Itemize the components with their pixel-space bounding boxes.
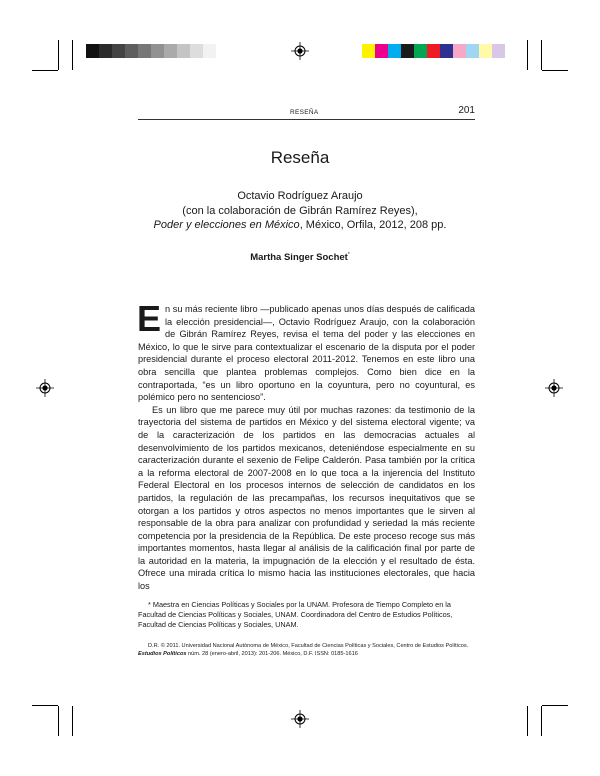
copyright-notice [138,642,475,658]
gray-swatch-9 [203,44,216,58]
cmyk-swatch-1 [375,44,388,58]
book-collaborator: (con la colaboración de Gibrán Ramírez Reyes), [182,204,418,217]
grayscale-color-bar [86,44,216,58]
reviewer-name-text: Martha Singer Sochet [250,252,348,264]
cmyk-swatch-9 [479,44,492,58]
cmyk-swatch-4 [414,44,427,58]
page-title: Reseña [270,148,330,167]
journal-name: Estudios Políticos [138,651,187,657]
cmyk-swatch-7 [453,44,466,58]
cmyk-swatch-0 [362,44,375,58]
header-rule [138,119,475,120]
copyright-prefix: D.R. © 2011. Universidad Nacional Autónoma de México, Facultad de Ciencias Políticas y Sociales, Centro de Estudios Políticos. [148,643,469,649]
page-number: 201 [458,105,475,116]
crop-mark-tl-v2 [72,40,73,70]
cmyk-swatch-2 [388,44,401,58]
review-body [137,298,475,593]
cmyk-color-bar [362,44,505,58]
gray-swatch-2 [112,44,125,58]
paragraph-1-text: n su más reciente libro —publicado apenas unos días después de calificada la elección presidencial—, Octavio Rodríguez Araujo, con la colaboración de Gibrán Ramírez Reyes, revisa el tema del poder y las elecciones en México, lo que le sirve para contextualizar el escenario de la disputa por el poder presidencial durante el proceso electoral 2011-2012. Tenemos en este libro una obra sencilla que plantea problemas complejos. Como bien dice en la contraportada, “es un libro oportuno en la coyuntura, pero no coyuntural, es polémico pero no sentencioso”. [138,304,475,403]
book-title: Poder y elecciones en México [153,219,300,231]
gray-swatch-8 [190,44,203,58]
drop-cap: E [137,298,162,339]
crop-mark-br-v [527,706,528,736]
gray-swatch-4 [138,44,151,58]
crop-mark-bl-v2 [72,706,73,736]
registration-mark-top-icon [291,42,309,60]
crop-mark-tl-v [58,40,59,70]
footnote-text: * Maestra en Ciencias Políticas y Sociales por la UNAM. Profesora de Tiempo Completo en la Facultad de Ciencias Políticas y Sociales, UNAM. Coordinadora del Centro de Estudios Políticos, Facultad de Ciencias Políticas y Sociales, UNAM. [138,600,453,629]
crop-mark-tl-h [32,70,58,71]
cmyk-swatch-5 [427,44,440,58]
book-reference [0,189,600,233]
copyright-suffix: núm. 28 (enero-abril, 2013): 201-206. México, D.F. ISSN: 0185-1616 [186,651,358,657]
cmyk-swatch-6 [440,44,453,58]
gray-swatch-0 [86,44,99,58]
crop-mark-tr-v2 [541,40,542,70]
gray-swatch-5 [151,44,164,58]
crop-mark-br-h [542,705,568,706]
paragraph-1 [137,298,475,404]
cmyk-swatch-3 [401,44,414,58]
paragraph-2: Es un libro que me parece muy útil por muchas razones: da testimonio de la trayectoria del sistema de partidos en México y del sistema electoral vigente; va de la caracterización de los partidos en las democracias actuales al desenvolvimiento de los partidos mexicanos, deteniéndose especialmente en su caracterización durante el sexenio de Felipe Calderón. Pasa también por la crítica a la reforma electoral de 2007-2008 en lo que toca a la injerencia del Instituto Federal Electoral en los procesos internos de selección de candidatos en los partidos, la regulación de las precampañas, los recursos inequitativos que se otorgan a los partidos y otros aspectos no menos importantes que le sirven al responsable de la obra para analizar con profundidad y seriedad la más reciente competencia por la presidencia de la República. De este proceso recoge sus más importantes momentos, hasta llegar al análisis de la calificación final por parte de la autoridad en la materia, la impugnación de la elección y el resultado de ésta. Ofrece una mirada crítica lo mismo hacia las instituciones electorales, que hacia los [138,404,475,592]
running-head: RESEÑA [290,109,319,116]
book-publication: , México, Orfila, 2012, 208 pp. [299,219,447,231]
registration-mark-bottom-icon [291,710,309,728]
registration-mark-right-icon [545,379,563,397]
book-author: Octavio Rodríguez Araujo [237,190,363,202]
book-details [0,218,600,233]
footnote [138,600,475,630]
crop-mark-tr-h [542,70,568,71]
gray-swatch-1 [99,44,112,58]
gray-swatch-3 [125,44,138,58]
reviewer-name [0,252,600,263]
gray-swatch-7 [177,44,190,58]
crop-mark-bl-h [32,705,58,706]
registration-mark-left-icon [36,379,54,397]
cmyk-swatch-8 [466,44,479,58]
cmyk-swatch-10 [492,44,505,58]
gray-swatch-6 [164,44,177,58]
crop-mark-tr-v [527,40,528,70]
crop-mark-bl-v [58,706,59,736]
footnote-marker: * [347,252,350,258]
crop-mark-br-v2 [541,706,542,736]
